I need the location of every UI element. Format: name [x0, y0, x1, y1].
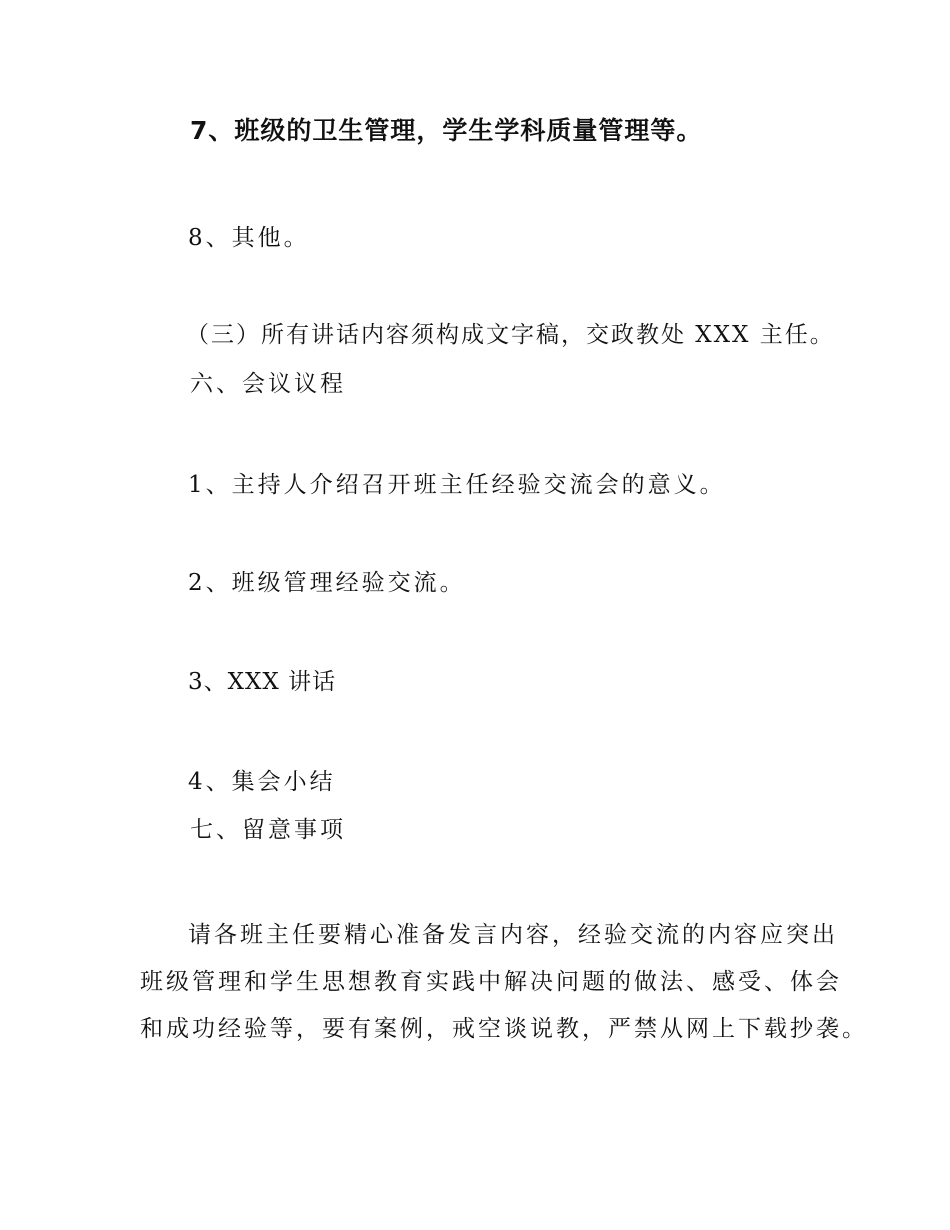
section-heading-agenda: 六、会议议程	[190, 371, 346, 397]
list-item-7: 7、班级的卫生管理，学生学科质量管理等。	[190, 116, 703, 145]
section-heading-notes: 七、留意事项	[190, 817, 346, 843]
agenda-item-3: 3、XXX 讲话	[188, 669, 337, 695]
agenda-item-2: 2、班级管理经验交流。	[188, 570, 466, 596]
paragraph-line: 请各班主任要精心准备发言内容，经验交流的内容应突出	[188, 922, 838, 948]
paragraph-line: 和成功经验等，要有案例，戒空谈说教，严禁从网上下载抄袭。	[140, 1016, 868, 1042]
notes-paragraph	[140, 912, 868, 1053]
paragraph-line: 班级管理和学生思想教育实践中解决问题的做法、感受、体会	[140, 969, 842, 995]
agenda-item-1: 1、主持人介绍召开班主任经验交流会的意义。	[188, 472, 726, 498]
section-3-note: （三）所有讲话内容须构成文字稿，交政教处 XXX 主任。	[186, 322, 835, 348]
list-item-8: 8、其他。	[188, 225, 310, 251]
agenda-item-4: 4、集会小结	[188, 769, 336, 795]
